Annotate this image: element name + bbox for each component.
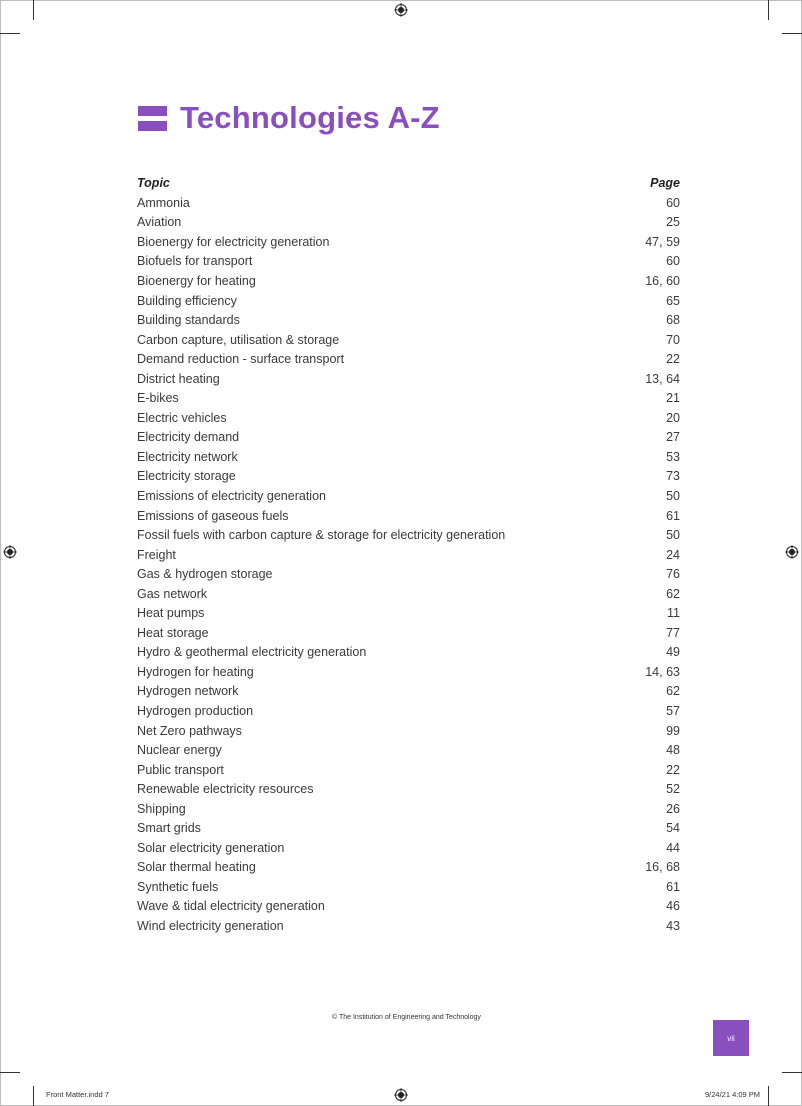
page-cell: 50 — [666, 528, 680, 543]
page-cell: 62 — [666, 586, 680, 601]
page-cell: 26 — [666, 801, 680, 816]
topic-cell: Solar electricity generation — [137, 840, 285, 855]
table-row — [137, 584, 680, 604]
page-cell: 49 — [666, 645, 680, 660]
table-row — [137, 467, 680, 487]
table-body — [137, 193, 680, 936]
section-bars-icon — [138, 106, 167, 131]
page-cell: 14, 63 — [645, 664, 680, 679]
topic-cell: Wave & tidal electricity generation — [137, 899, 325, 914]
page-cell: 52 — [666, 782, 680, 797]
table-row — [137, 213, 680, 233]
crop-mark — [768, 0, 769, 20]
table-header — [137, 173, 680, 193]
page-cell: 16, 60 — [645, 273, 680, 288]
page-cell: 50 — [666, 488, 680, 503]
crop-mark — [782, 1072, 802, 1073]
topic-cell: Electric vehicles — [137, 410, 227, 425]
table-row — [137, 408, 680, 428]
topic-cell: Heat pumps — [137, 606, 205, 621]
page-cell: 60 — [666, 254, 680, 269]
table-row — [137, 447, 680, 467]
page-cell: 24 — [666, 547, 680, 562]
table-row — [137, 564, 680, 584]
topic-cell: Gas & hydrogen storage — [137, 567, 273, 582]
topic-cell: Hydrogen network — [137, 684, 239, 699]
page-cell: 27 — [666, 430, 680, 445]
topic-cell: Solar thermal heating — [137, 860, 256, 875]
table-row — [137, 799, 680, 819]
page-cell: 46 — [666, 899, 680, 914]
page-cell: 53 — [666, 449, 680, 464]
topic-cell: Aviation — [137, 215, 182, 230]
table-row — [137, 388, 680, 408]
table-row — [137, 349, 680, 369]
topic-cell: Demand reduction - surface transport — [137, 352, 345, 367]
page-cell: 62 — [666, 684, 680, 699]
topic-cell: Shipping — [137, 801, 186, 816]
topic-cell: Fossil fuels with carbon capture & storage for electricity generation — [137, 528, 506, 543]
topic-cell: Electricity storage — [137, 469, 236, 484]
table-row — [137, 310, 680, 330]
table-row — [137, 603, 680, 623]
table-row — [137, 545, 680, 565]
topic-cell: Net Zero pathways — [137, 723, 242, 738]
header-topic: Topic — [137, 176, 170, 190]
page-heading — [138, 96, 440, 140]
crop-mark — [0, 33, 20, 34]
page-cell: 77 — [666, 625, 680, 640]
table-row — [137, 330, 680, 350]
topic-cell: Hydrogen for heating — [137, 664, 254, 679]
copyright-notice: © The Institution of Engineering and Technology — [332, 1014, 481, 1021]
topic-cell: Gas network — [137, 586, 208, 601]
table-row — [137, 897, 680, 917]
table-row — [137, 916, 680, 936]
registration-mark-icon — [394, 3, 408, 17]
topic-cell: Bioenergy for heating — [137, 273, 256, 288]
slug-file-info: Front Matter.indd 7 — [46, 1090, 109, 1099]
table-row — [137, 232, 680, 252]
page-cell: 61 — [666, 508, 680, 523]
page-cell: 48 — [666, 743, 680, 758]
topic-cell: Smart grids — [137, 821, 201, 836]
registration-mark-icon — [394, 1088, 408, 1102]
crop-mark — [782, 33, 802, 34]
table-row — [137, 369, 680, 389]
topic-cell: Ammonia — [137, 195, 190, 210]
table-row — [137, 428, 680, 448]
crop-mark — [768, 1086, 769, 1106]
page-cell: 44 — [666, 840, 680, 855]
topic-cell: E-bikes — [137, 391, 179, 406]
topic-cell: Carbon capture, utilisation & storage — [137, 332, 340, 347]
table-row — [137, 291, 680, 311]
page-cell: 11 — [667, 606, 680, 621]
page-cell: 21 — [666, 391, 680, 406]
page-cell: 57 — [666, 703, 680, 718]
table-row — [137, 271, 680, 291]
table-row — [137, 819, 680, 839]
topic-cell: Emissions of gaseous fuels — [137, 508, 289, 523]
table-row — [137, 701, 680, 721]
page-cell: 16, 68 — [645, 860, 680, 875]
topic-cell: Electricity demand — [137, 430, 240, 445]
topic-cell: Hydrogen production — [137, 703, 254, 718]
topic-cell: Electricity network — [137, 449, 238, 464]
page-cell: 60 — [666, 195, 680, 210]
table-row — [137, 252, 680, 272]
topic-cell: Public transport — [137, 762, 224, 777]
page-cell: 54 — [666, 821, 680, 836]
topic-cell: Hydro & geothermal electricity generation — [137, 645, 367, 660]
page-cell: 43 — [666, 919, 680, 933]
crop-mark — [33, 1086, 34, 1106]
table-row — [137, 682, 680, 702]
crop-mark — [0, 1072, 20, 1073]
table-row — [137, 643, 680, 663]
table-row — [137, 506, 680, 526]
topic-cell: Bioenergy for electricity generation — [137, 234, 330, 249]
table-row — [137, 193, 680, 213]
page-title: Technologies A-Z — [180, 100, 440, 135]
topic-cell: Biofuels for transport — [137, 254, 253, 269]
registration-mark-icon — [3, 545, 17, 559]
page-number-badge: vii — [713, 1020, 749, 1056]
table-row — [137, 858, 680, 878]
page-cell: 22 — [666, 762, 680, 777]
page-cell: 99 — [666, 723, 680, 738]
page-cell: 25 — [666, 215, 680, 230]
topic-cell: District heating — [137, 371, 220, 386]
page-cell: 61 — [666, 879, 680, 894]
table-row — [137, 623, 680, 643]
page-cell: 76 — [666, 567, 680, 582]
topic-cell: Building efficiency — [137, 293, 237, 308]
topic-cell: Renewable electricity resources — [137, 782, 314, 797]
table-row — [137, 662, 680, 682]
topic-cell: Emissions of electricity generation — [137, 488, 326, 503]
topic-cell: Building standards — [137, 313, 240, 328]
topic-cell: Freight — [137, 547, 176, 562]
registration-mark-icon — [785, 545, 799, 559]
page-cell: 65 — [666, 293, 680, 308]
page-cell: 22 — [666, 352, 680, 367]
crop-mark — [33, 0, 34, 20]
page-cell: 20 — [666, 410, 680, 425]
page-cell: 47, 59 — [645, 234, 680, 249]
page-cell: 68 — [666, 313, 680, 328]
topic-cell: Wind electricity generation — [137, 919, 284, 933]
table-row — [137, 779, 680, 799]
page-cell: 73 — [666, 469, 680, 484]
topics-table — [137, 173, 680, 936]
page-cell: 13, 64 — [645, 371, 680, 386]
header-page: Page — [650, 176, 680, 190]
table-row — [137, 838, 680, 858]
slug-timestamp: 9/24/21 4:09 PM — [705, 1090, 761, 1099]
table-row — [137, 740, 680, 760]
page-cell: 70 — [666, 332, 680, 347]
table-row — [137, 760, 680, 780]
topic-cell: Heat storage — [137, 625, 209, 640]
table-row — [137, 721, 680, 741]
table-row — [137, 525, 680, 545]
topic-cell: Synthetic fuels — [137, 879, 219, 894]
table-row — [137, 877, 680, 897]
table-row — [137, 486, 680, 506]
topic-cell: Nuclear energy — [137, 743, 222, 758]
